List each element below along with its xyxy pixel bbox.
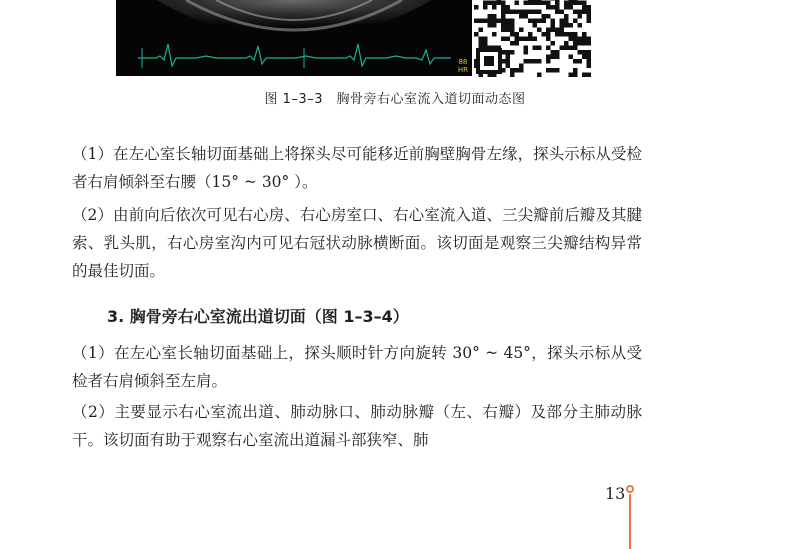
paragraph-4: （2）主要显示右心室流出道、肺动脉口、肺动脉瓣（左、右瓣）及部分主肺动脉干。该切面有助于观察右心室流出道漏斗部狭窄、肺	[72, 403, 642, 449]
qr-code	[474, 0, 591, 77]
paragraph-2: （2）由前向后依次可见右心房、右心房室口、右心室流入道、三尖瓣前后瓣及其腱索、乳头肌，右心房室沟内可见右冠状动脉横断面。该切面是观察三尖瓣结构异常的最佳切面。	[72, 206, 642, 280]
figure-caption: 图 1–3–3 胸骨旁右心室流入道切面动态图	[264, 92, 526, 107]
heart-rate-readout: 88 HR	[457, 58, 468, 74]
page-number: 13	[605, 484, 626, 503]
section-heading: 3. 胸骨旁右心室流出道切面（图 1–3–4）	[107, 307, 409, 326]
echocardiogram-image	[116, 0, 472, 76]
page-marker-ring	[626, 485, 634, 493]
paragraph-3: （1）在左心室长轴切面基础上，探头顺时针方向旋转 30° ~ 45°，探头示标从受检者右肩倾斜至左肩。	[72, 344, 642, 390]
page-marker-line	[629, 494, 631, 549]
paragraph-1: （1）在左心室长轴切面基础上将探头尽可能移近前胸壁胸骨左缘，探头示标从受检者右肩倾斜至右腰（15° ~ 30° ）。	[72, 145, 642, 191]
